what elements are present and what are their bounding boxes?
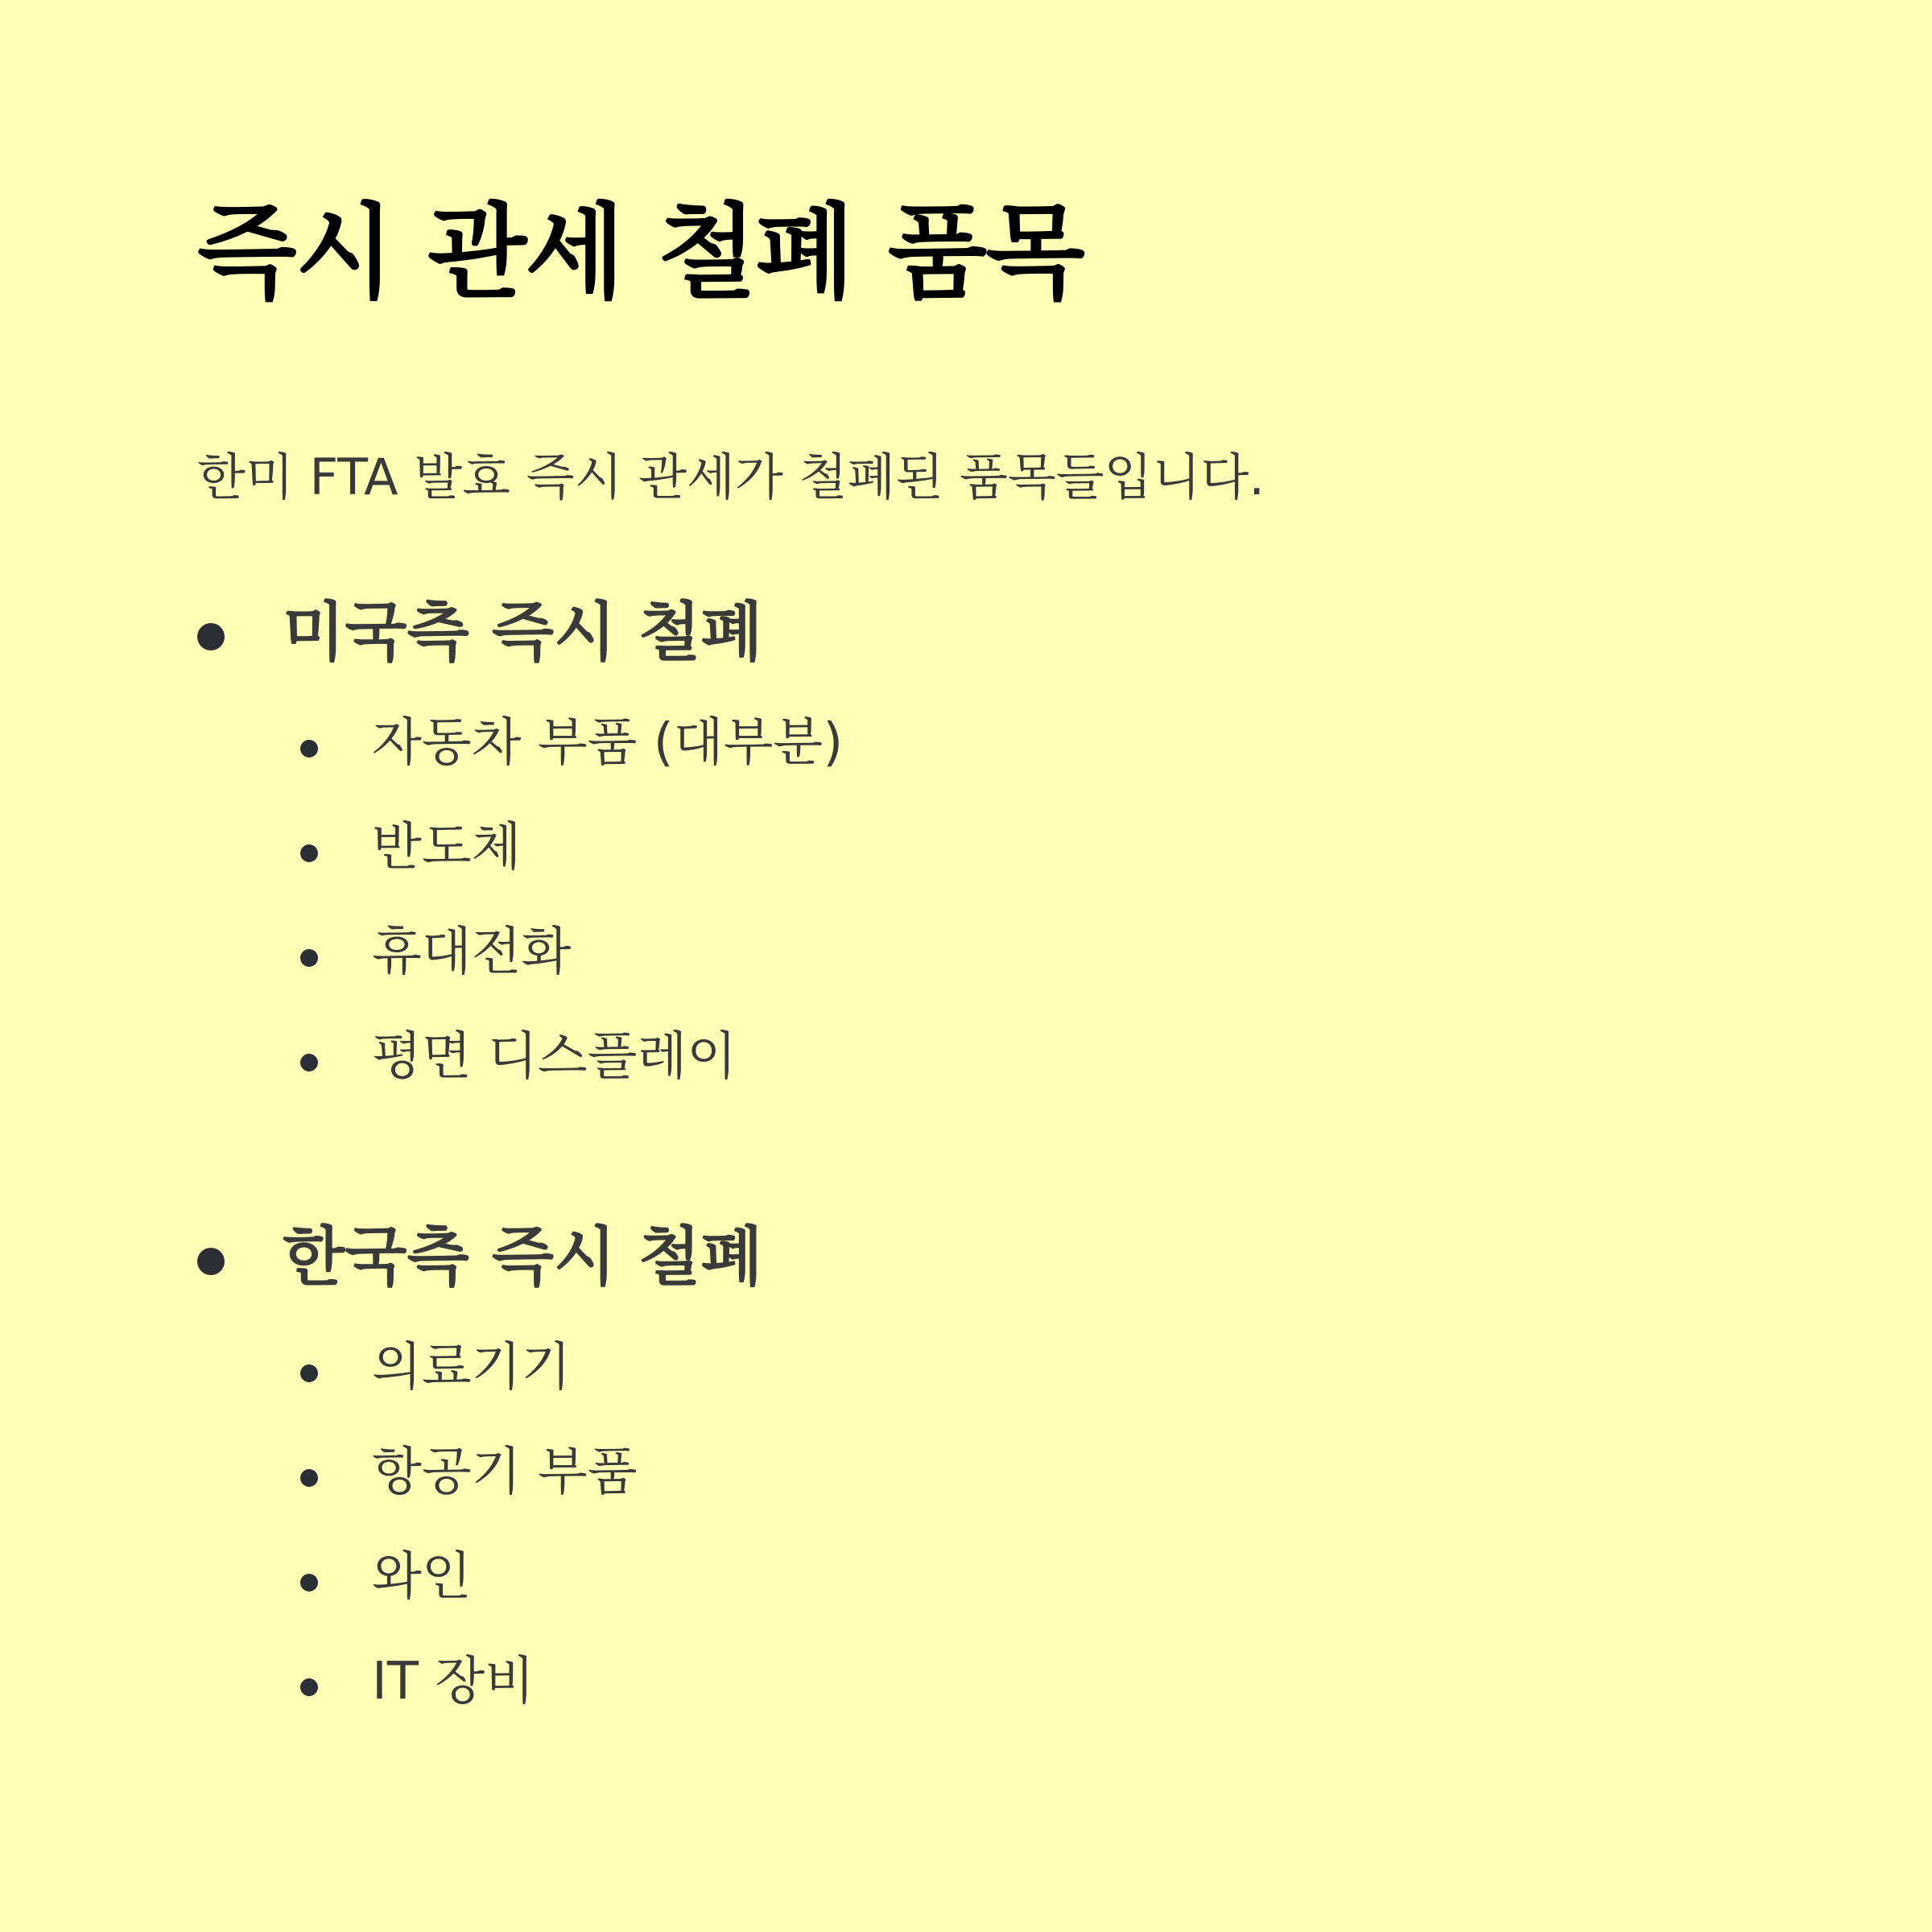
intro-text: 한미 FTA 발효 즉시 관세가 철폐된 품목들입니다. [197,448,1265,506]
group-us-immediate [197,594,1646,1087]
list-item-label: 의료기기 [372,1338,572,1397]
bullet-icon [300,740,318,758]
bullet-icon [300,844,318,862]
bullet-icon [300,1469,318,1487]
bullet-icon [197,1248,225,1275]
group-header [197,594,1646,675]
bullet-icon [197,623,225,650]
bullet-icon [300,1364,318,1382]
bullet-icon [300,1574,318,1591]
list-item-label: 자동차 부품 (대부분) [372,713,844,773]
group-label: 한국측 즉시 철폐 [283,1220,763,1294]
page-title: 즉시 관세 철폐 품목 [197,193,1084,313]
list-item-label: 와인 [372,1547,472,1607]
list-item-label: 반도체 [372,818,522,877]
bullet-icon [300,949,318,967]
bullet-icon [300,1054,318,1071]
list-item-label: 항공기 부품 [372,1443,638,1502]
group-kr-immediate [197,1219,1646,1711]
list-item-label: IT 장비 [372,1652,535,1711]
list-item-label: 평면 디스플레이 [372,1027,737,1087]
group-label: 미국측 즉시 철폐 [283,595,763,670]
group-header [197,1219,1646,1299]
bullet-icon [300,1678,318,1696]
list-item-label: 휴대전화 [372,923,572,982]
